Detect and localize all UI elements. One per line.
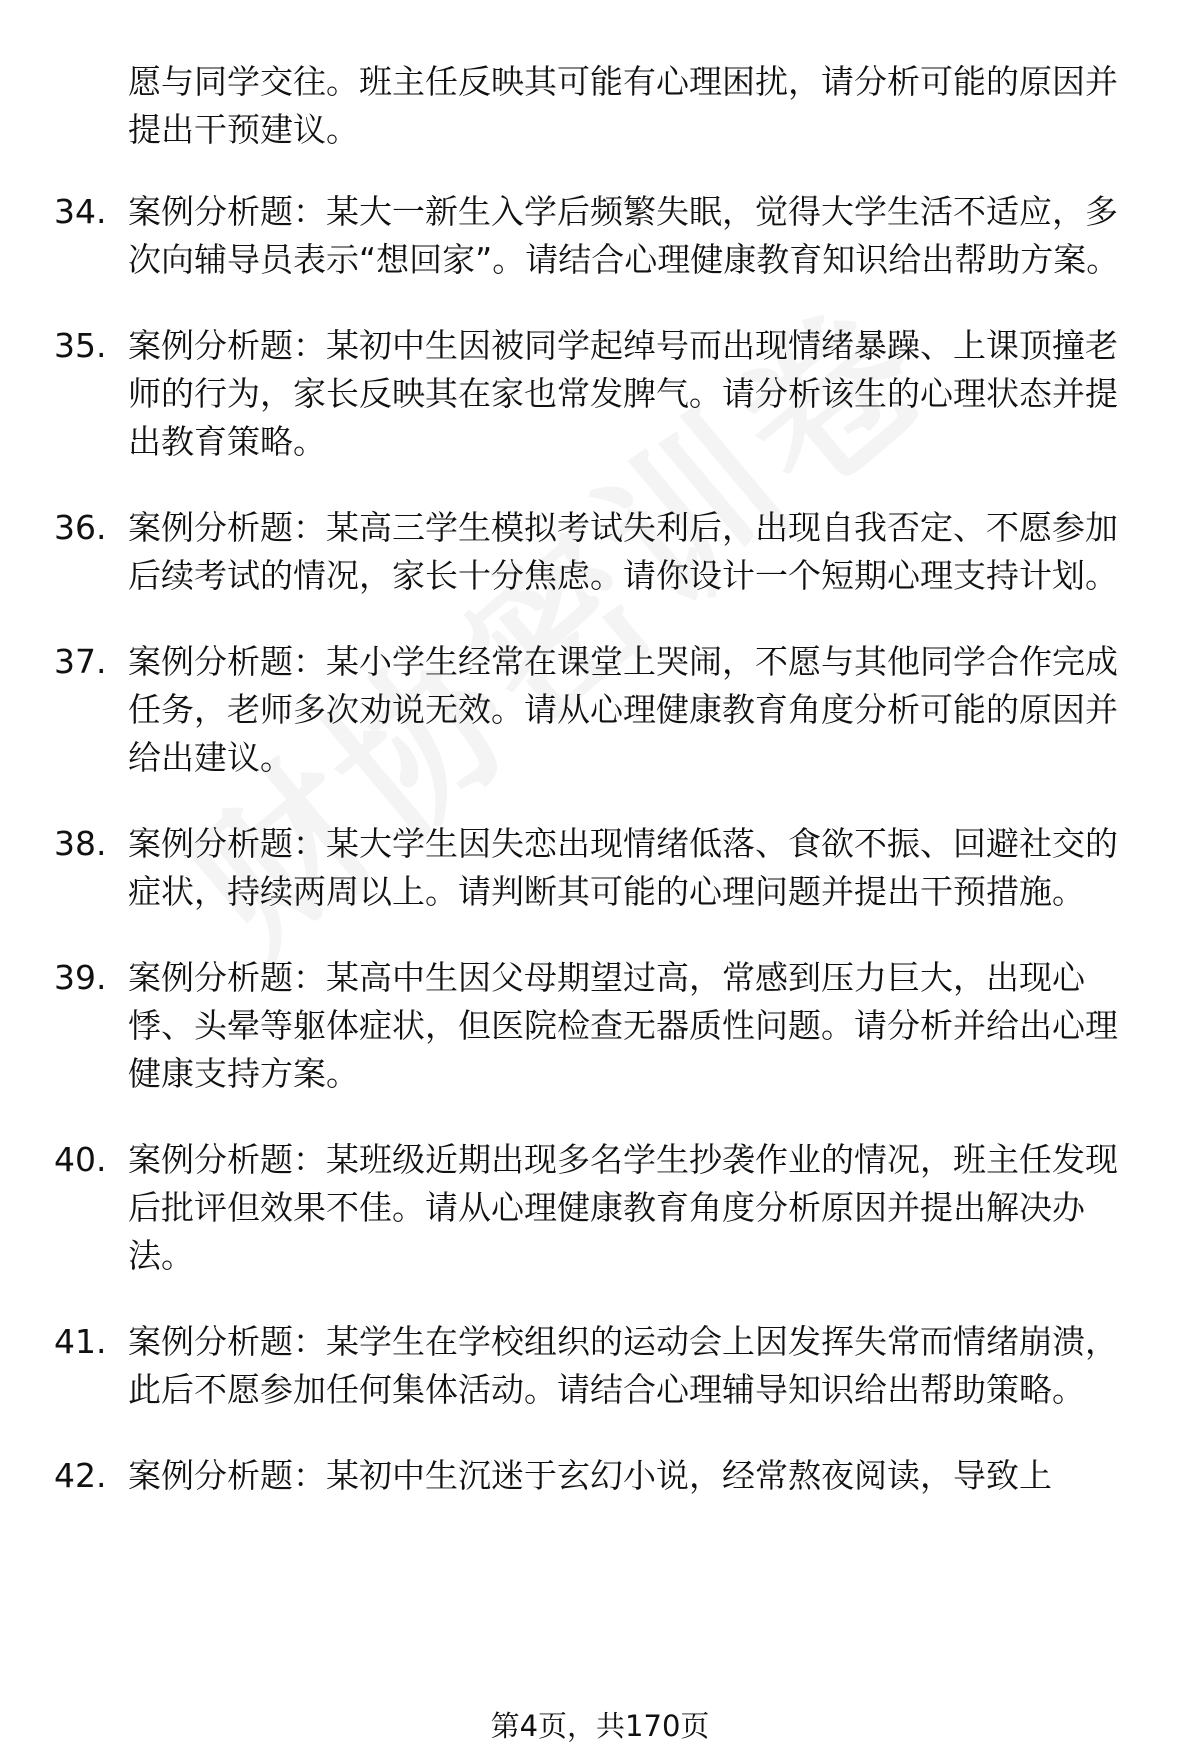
question-number: 35. [54,326,107,365]
question-item [0,1136,1138,1280]
question-item [0,954,1138,1098]
page-footer: 第4页，共170页 [490,1709,710,1743]
question-item [0,1452,1138,1500]
question-number: 37. [54,642,107,681]
question-item [0,504,1138,600]
question-item [0,638,1138,782]
question-number: 42. [54,1456,107,1495]
question-text: 案例分析题：某高三学生模拟考试失利后，出现自我否定、不愿参加后续考试的情况，家长十分焦虑。请你设计一个短期心理支持计划。 [128,508,1118,595]
question-text: 案例分析题：某大一新生入学后频繁失眠，觉得大学生活不适应，多次向辅导员表示“想回家”。请结合心理健康教育知识给出帮助方案。 [128,192,1120,279]
question-item [0,188,1138,284]
question-number: 40. [54,1140,107,1179]
question-number: 41. [54,1322,107,1361]
question-number: 36. [54,508,107,547]
question-item [0,1318,1138,1414]
question-text: 案例分析题：某初中生因被同学起绰号而出现情绪暴躁、上课顶撞老师的行为，家长反映其在家也常发脾气。请分析该生的心理状态并提出教育策略。 [128,326,1118,461]
question-list [0,188,1200,1538]
question-text: 案例分析题：某小学生经常在课堂上哭闹，不愿与其他同学合作完成任务，老师多次劝说无效。请从心理健康教育角度分析可能的原因并给出建议。 [128,642,1118,777]
question-number: 39. [54,958,107,997]
question-number: 38. [54,824,107,863]
question-number: 34. [54,192,107,231]
question-text: 案例分析题：某初中生沉迷于玄幻小说，经常熬夜阅读，导致上 [128,1456,1052,1495]
continuation-text: 愿与同学交往。班主任反映其可能有心理困扰，请分析可能的原因并提出干预建议。 [128,62,1118,149]
question-text: 案例分析题：某学生在学校组织的运动会上因发挥失常而情绪崩溃，此后不愿参加任何集体活动。请结合心理辅导知识给出帮助策略。 [128,1322,1118,1409]
question-item [0,322,1138,466]
question-text: 案例分析题：某班级近期出现多名学生抄袭作业的情况，班主任发现后批评但效果不佳。请从心理健康教育角度分析原因并提出解决办法。 [128,1140,1118,1275]
question-text: 案例分析题：某高中生因父母期望过高，常感到压力巨大，出现心悸、头晕等躯体症状，但医院检查无器质性问题。请分析并给出心理健康支持方案。 [128,958,1118,1093]
question-text: 案例分析题：某大学生因失恋出现情绪低落、食欲不振、回避社交的症状，持续两周以上。请判断其可能的心理问题并提出干预措施。 [128,824,1118,911]
question-item [0,820,1138,916]
